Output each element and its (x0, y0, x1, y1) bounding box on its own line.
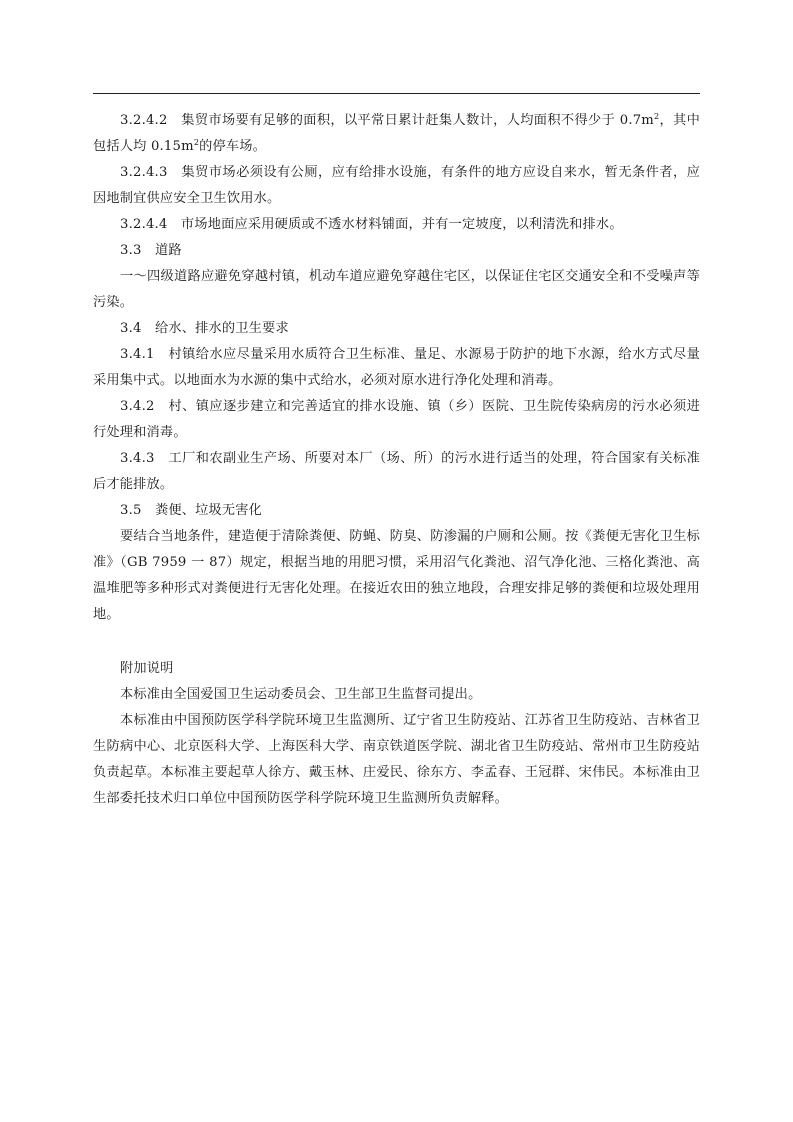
paragraph-p3 (93, 212, 700, 238)
paragraph-p9 (93, 446, 700, 498)
superscript-text: 2 (654, 112, 660, 121)
text-run: 一～四级道路应避免穿越村镇，机动车道应避免穿越住宅区，以保证住宅区交通安全和不受噪声等污染。 (93, 269, 700, 310)
paragraph-p4 (93, 238, 700, 264)
text-run: 3.3 道路 (120, 243, 182, 258)
paragraph-p12 (93, 656, 700, 682)
paragraph-p13 (93, 682, 700, 708)
text-run: 要结合当地条件，建造便于清除粪便、防蝇、防臭、防渗漏的户厕和公厕。按《粪便无害化卫生标准》（GB 7959 一 87）规定，根据当地的用肥习惯，采用沼气化粪池、沼气净化池、三格化粪池、高温堆肥等多种形式对粪便进行无害化处理。在接近农田的独立地段，合理安排足够的粪便和垃圾处理用地。 (93, 529, 700, 622)
paragraph-p11 (93, 524, 700, 628)
text-run: 的停车场。 (199, 139, 267, 154)
text-run: 3.2.4.4 市场地面应采用硬质或不透水材料铺面，并有一定坡度，以利清洗和排水。 (120, 217, 623, 232)
text-run: 3.2.4.3 集贸市场必须设有公厕，应有给排水设施，有条件的地方应设自来水，暂无条件者，应因地制宜供应安全卫生饮用水。 (93, 165, 700, 206)
paragraph-p14 (93, 708, 700, 812)
text-run: 本标准由全国爱国卫生运动委员会、卫生部卫生监督司提出。 (120, 687, 482, 702)
header-rule (93, 93, 700, 94)
text-run: ，其中包括人均 0.15m (93, 113, 700, 154)
text-run: 3.4 给水、排水的卫生要求 (120, 321, 289, 336)
text-run: 3.5 粪便、垃圾无害化 (120, 503, 263, 518)
superscript-text: 2 (193, 138, 200, 147)
paragraph-p7 (93, 342, 700, 394)
text-run: 3.4.2 村、镇应逐步建立和完善适宜的排水设施、镇（乡）医院、卫生院传染病房的污水必须进行处理和消毒。 (93, 399, 700, 440)
paragraph-p8 (93, 394, 700, 446)
paragraph-p10 (93, 498, 700, 524)
paragraph-p6 (93, 316, 700, 342)
paragraph-p5 (93, 264, 700, 316)
text-run: 3.4.3 工厂和农副业生产场、所要对本厂（场、所）的污水进行适当的处理，符合国家有关标准后才能排放。 (93, 451, 700, 492)
paragraph-p2 (93, 160, 700, 212)
document-body (93, 108, 700, 812)
text-run: 3.4.1 村镇给水应尽量采用水质符合卫生标准、量足、水源易于防护的地下水源，给水方式尽量采用集中式。以地面水为水源的集中式给水，必须对原水进行净化处理和消毒。 (93, 347, 700, 388)
text-run: 附加说明 (120, 661, 174, 676)
text-run: 本标准由中国预防医学科学院环境卫生监测所、辽宁省卫生防疫站、江苏省卫生防疫站、吉林省卫生防病中心、北京医科大学、上海医科大学、南京铁道医学院、湖北省卫生防疫站、常州市卫生防疫站负责起草。本标准主要起草人徐方、戴玉林、庄爱民、徐东方、李孟春、王冠群、宋伟民。本标准由卫生部委托技术归口单位中国预防医学科学院环境卫生监测所负责解释。 (93, 713, 700, 806)
text-run: 3.2.4.2 集贸市场要有足够的面积，以平常日累计赶集人数计，人均面积不得少于 0.7m (120, 113, 655, 128)
paragraph-p1 (93, 108, 700, 160)
